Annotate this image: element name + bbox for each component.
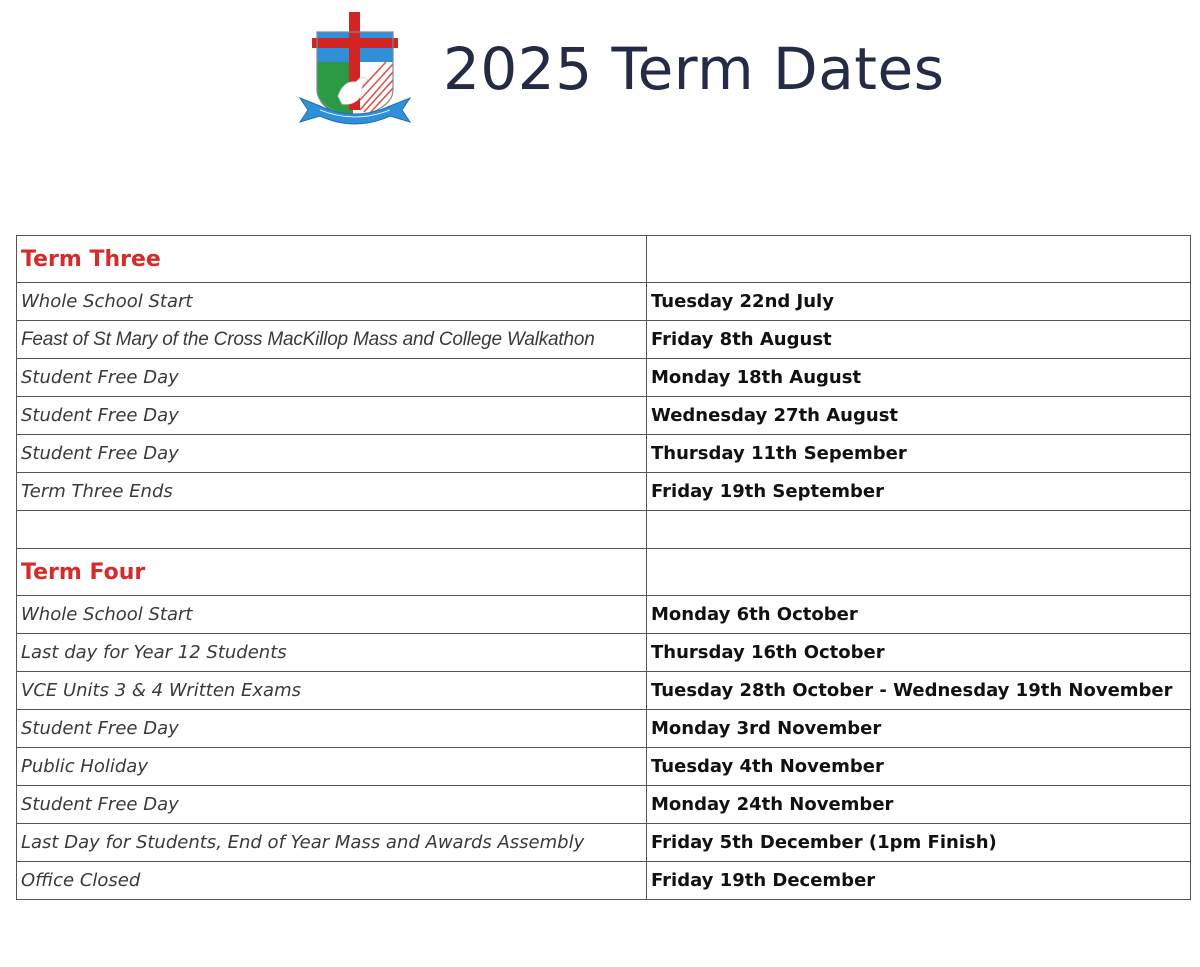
empty-cell — [647, 549, 1191, 596]
empty-cell — [647, 511, 1191, 549]
table-row — [17, 786, 1191, 824]
term-heading-row — [17, 549, 1191, 596]
table-row — [17, 634, 1191, 672]
event-name: Last day for Year 12 Students — [17, 634, 647, 672]
event-date: Friday 19th September — [647, 473, 1191, 511]
event-name: Public Holiday — [17, 748, 647, 786]
school-crest-logo — [298, 10, 412, 132]
event-name: Student Free Day — [17, 359, 647, 397]
table-row — [17, 397, 1191, 435]
event-name: Whole School Start — [17, 596, 647, 634]
event-name: Term Three Ends — [17, 473, 647, 511]
event-name: Last Day for Students, End of Year Mass and Awards Assembly — [17, 824, 647, 862]
event-name: Whole School Start — [17, 283, 647, 321]
event-date: Friday 19th December — [647, 862, 1191, 900]
table-row — [17, 672, 1191, 710]
page-title: 2025 Term Dates — [443, 35, 945, 103]
table-row — [17, 862, 1191, 900]
empty-cell — [17, 511, 647, 549]
event-date: Friday 8th August — [647, 321, 1191, 359]
event-date: Monday 3rd November — [647, 710, 1191, 748]
table-row — [17, 435, 1191, 473]
event-date: Tuesday 28th October - Wednesday 19th November — [647, 672, 1191, 710]
table-row — [17, 748, 1191, 786]
event-name: Student Free Day — [17, 397, 647, 435]
table-row — [17, 359, 1191, 397]
term-heading: Term Three — [17, 236, 647, 283]
event-date: Monday 6th October — [647, 596, 1191, 634]
event-date: Friday 5th December (1pm Finish) — [647, 824, 1191, 862]
term-heading: Term Four — [17, 549, 647, 596]
page-header — [0, 0, 1200, 140]
event-date: Tuesday 22nd July — [647, 283, 1191, 321]
table-row — [17, 283, 1191, 321]
event-name: Student Free Day — [17, 786, 647, 824]
table-row — [17, 710, 1191, 748]
event-name: VCE Units 3 & 4 Written Exams — [17, 672, 647, 710]
table-row — [17, 321, 1191, 359]
event-date: Thursday 16th October — [647, 634, 1191, 672]
event-date: Thursday 11th Sepember — [647, 435, 1191, 473]
event-name: Office Closed — [17, 862, 647, 900]
event-date: Monday 24th November — [647, 786, 1191, 824]
table-row — [17, 596, 1191, 634]
term-heading-row — [17, 236, 1191, 283]
spacer-row — [17, 511, 1191, 549]
event-name: Feast of St Mary of the Cross MacKillop Mass and College Walkathon — [17, 321, 647, 359]
event-date: Tuesday 4th November — [647, 748, 1191, 786]
empty-cell — [647, 236, 1191, 283]
event-date: Monday 18th August — [647, 359, 1191, 397]
event-date: Wednesday 27th August — [647, 397, 1191, 435]
table-row — [17, 824, 1191, 862]
event-name: Student Free Day — [17, 435, 647, 473]
table-row — [17, 473, 1191, 511]
event-name: Student Free Day — [17, 710, 647, 748]
term-dates-table — [16, 235, 1191, 900]
